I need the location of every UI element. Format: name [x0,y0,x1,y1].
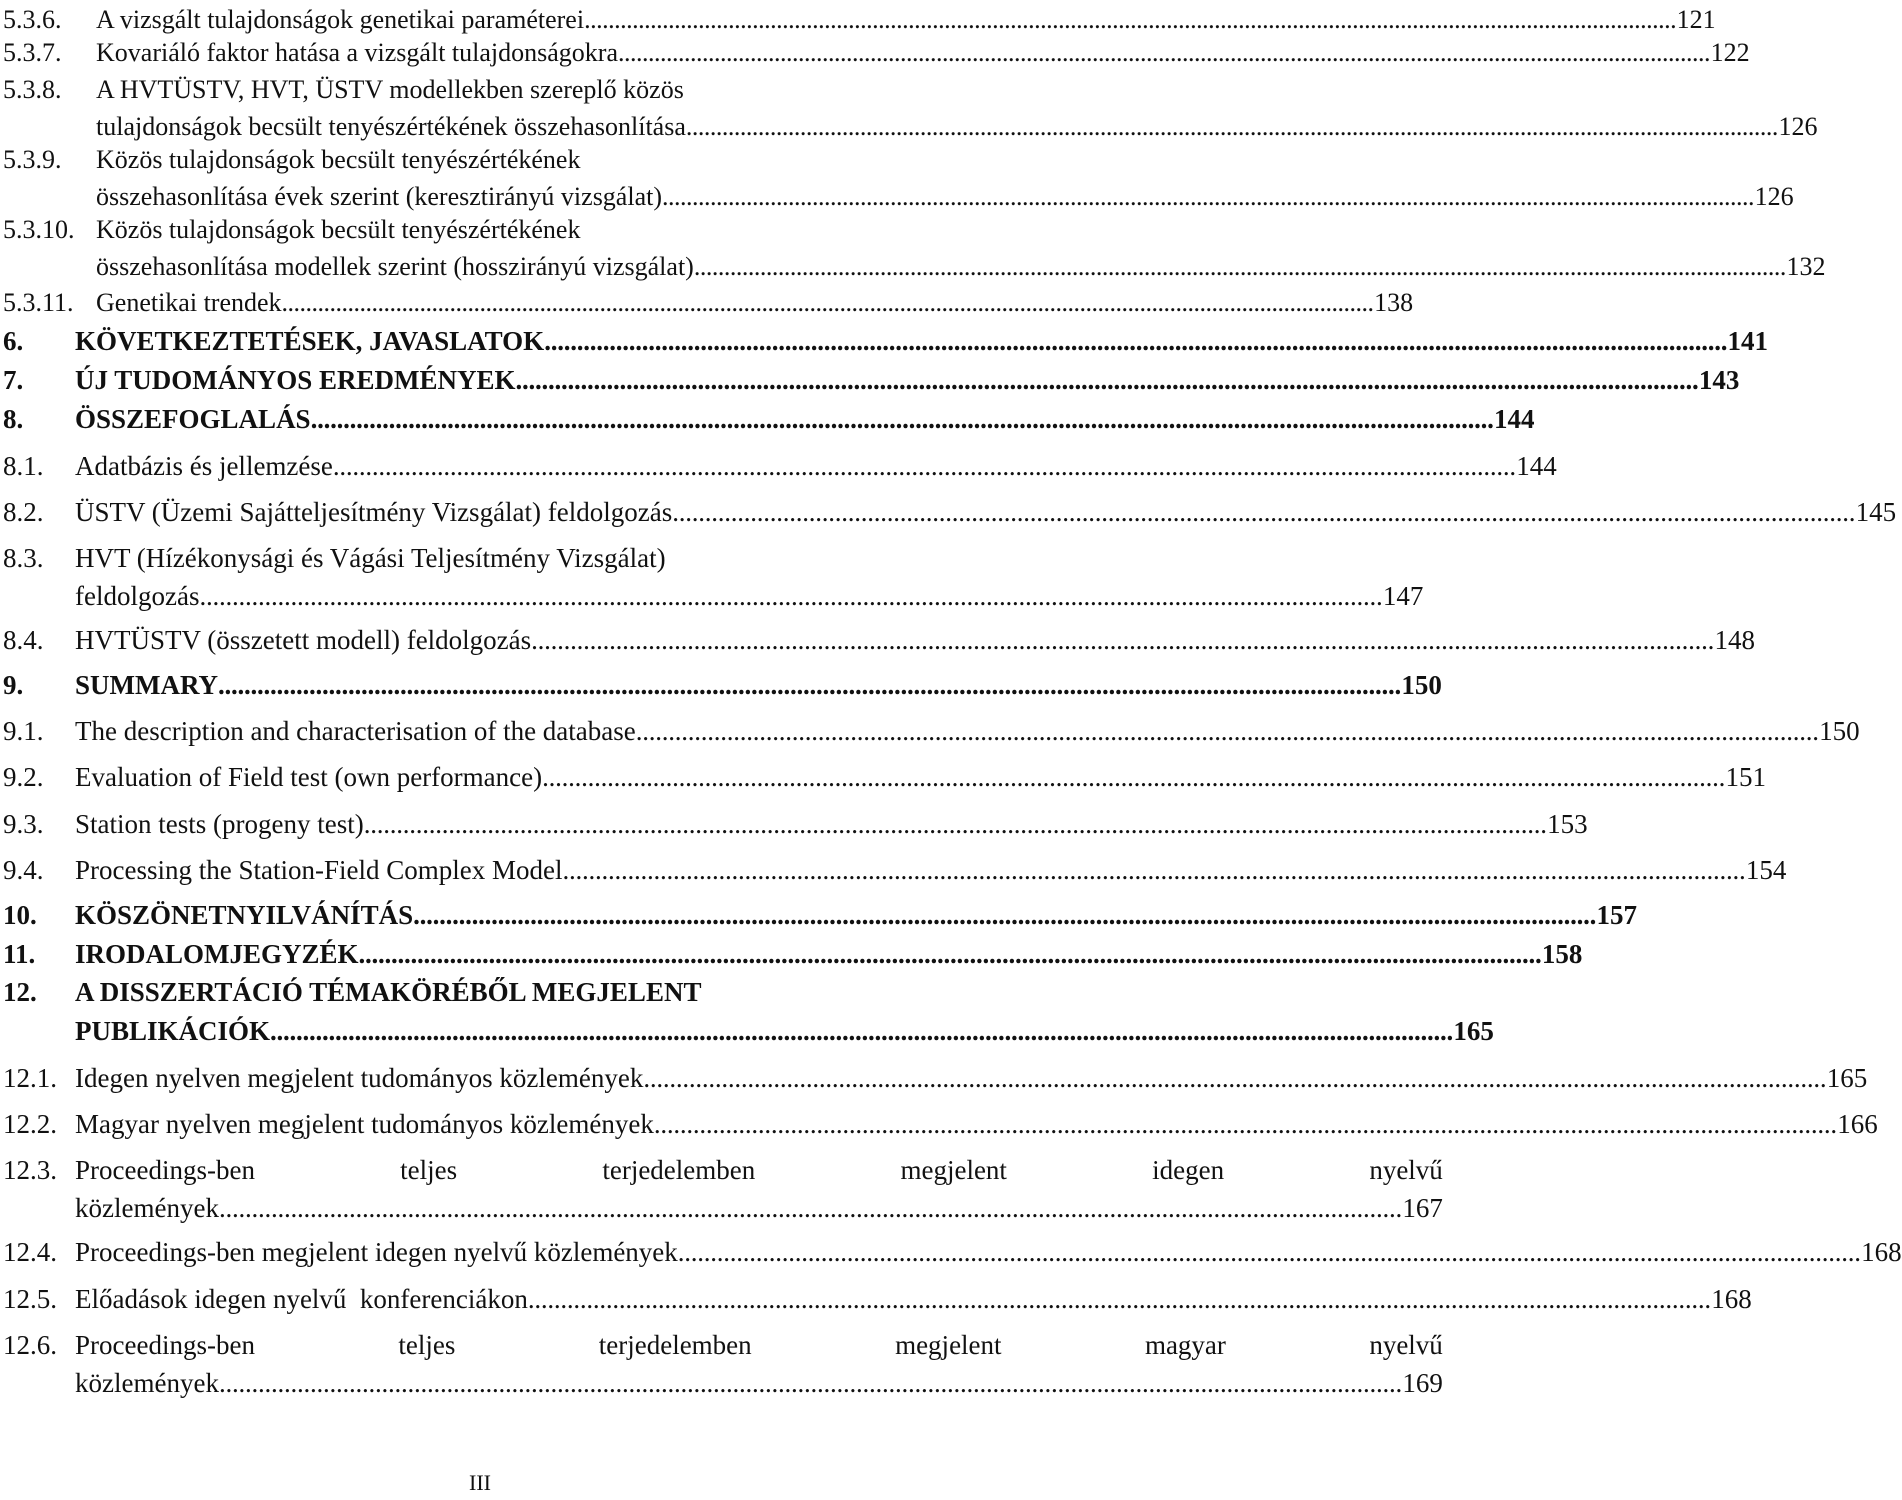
toc-entry-number: 6. [3,326,24,356]
toc-entry-title: közlemények [75,1368,219,1398]
toc-entry-5-3-11[interactable] [0,283,1414,323]
toc-entry-number: 12.2. [3,1109,57,1139]
toc-entry-number: 5.3.8. [3,75,62,104]
toc-entry-page: 148 [1714,625,1756,655]
leader-dots [562,850,1743,890]
toc-entry-page: 126 [1754,182,1794,211]
toc-entry-page: 167 [1402,1193,1443,1223]
toc-entry-8-1[interactable] [0,446,1557,486]
toc-entry-title-line: A DISSZERTÁCIÓ TÉMAKÖRÉBŐL MEGJELENT [75,977,702,1007]
leader-dots [686,108,1777,145]
toc-entry-12[interactable] [0,973,1494,1051]
toc-entry-title: SUMMARY [75,670,219,700]
toc-entry-title: Adatbázis és jellemzése [75,451,333,481]
toc-entry-12-5[interactable] [0,1279,1752,1319]
toc-entry-page: 147 [1382,581,1424,611]
toc-entry-page: 145 [1855,497,1897,527]
leader-dots [678,1232,1859,1272]
toc-entry-number: 5.3.6. [3,5,62,34]
toc-entry-title: The description and characterisation of the database [75,716,636,746]
toc-entry-12-6[interactable] [0,1326,1443,1402]
leader-dots [542,757,1723,797]
leader-dots [662,178,1753,215]
leader-dots [364,804,1545,844]
leader-dots [218,665,1399,705]
toc-entry-title: ÜSTV (Üzemi Sajátteljesítmény Vizsgálat) feldolgozás [75,497,673,527]
toc-entry-12-3[interactable] [0,1151,1443,1227]
toc-entry-title-line: HVT (Hízékonysági és Vágási Teljesítmény Vizsgálat) [75,543,666,573]
toc-entry-page: 157 [1596,900,1637,930]
toc-entry-title-line-text: Proceedings-ben teljes terjedelemben megjelent idegen nyelvű [75,1155,1443,1185]
toc-entry-title: Processing the Station-Field Complex Model [75,855,563,885]
toc-entry-page: 121 [1676,5,1716,34]
toc-entry-6[interactable] [0,321,1769,361]
toc-entry-5-3-9[interactable] [0,141,1794,215]
toc-entry-page: 144 [1516,451,1557,481]
toc-entry-page: 169 [1402,1368,1443,1398]
toc-entry-9-4[interactable] [0,850,1787,890]
toc-entry-number: 8.4. [3,625,44,655]
toc-entry-number: 8.2. [3,497,44,527]
toc-entry-number: 5.3.7. [3,38,62,67]
leader-dots [359,934,1540,974]
toc-entry-page: 165 [1826,1063,1868,1093]
toc-entry-page: 132 [1786,252,1826,281]
toc-entry-page: 165 [1453,1016,1494,1046]
toc-entry-title: ÖSSZEFOGLALÁS [75,404,311,434]
toc-entry-5-3-10[interactable] [0,211,1826,285]
toc-entry-number: 10. [3,900,37,930]
toc-entry-title: PUBLIKÁCIÓK [75,1016,271,1046]
leader-dots [219,1189,1400,1227]
toc-entry-number: 8. [3,404,24,434]
toc-entry-8-2[interactable] [0,492,1897,532]
leader-dots [618,33,1709,73]
leader-dots [544,321,1725,361]
toc-entry-9[interactable] [0,665,1442,705]
leader-dots [219,1364,1400,1402]
toc-entry-page: 143 [1698,365,1740,395]
toc-entry-title: összehasonlítása évek szerint (keresztirányú vizsgálat) [96,182,662,211]
leader-dots [643,1058,1824,1098]
toc-entry-title: közlemények [75,1193,219,1223]
toc-entry-number: 8.3. [3,543,44,573]
toc-entry-number: 12.5. [3,1284,57,1314]
toc-entry-page: 166 [1837,1109,1878,1139]
toc-entry-10[interactable] [0,895,1637,935]
toc-entry-number: 8.1. [3,451,44,481]
leader-dots [672,492,1853,532]
toc-entry-number: 9.4. [3,855,44,885]
leader-dots [694,248,1785,285]
toc-entry-title: Evaluation of Field test (own performance) [75,762,543,792]
toc-entry-number: 12. [3,977,37,1007]
toc-entry-number: 5.3.10. [3,215,75,244]
leader-dots [516,360,1697,400]
toc-entry-title: Idegen nyelven megjelent tudományos közlemények [75,1063,644,1093]
toc-entry-page: 151 [1725,762,1766,792]
toc-entry-title: KÖSZÖNETNYILVÁNÍTÁS [75,900,414,930]
toc-entry-page: 168 [1711,1284,1752,1314]
leader-dots [413,895,1594,935]
toc-entry-title: KÖVETKEZTETÉSEK, JAVASLATOK [75,326,545,356]
toc-entry-page: 126 [1778,112,1818,141]
toc-entry-title-line: Közös tulajdonságok becsült tenyészértékének [96,215,581,244]
toc-entry-page: 150 [1819,716,1860,746]
toc-entry-title: tulajdonságok becsült tenyészértékének összehasonlítása [96,112,686,141]
toc-entry-7[interactable] [0,360,1740,400]
toc-entry-11[interactable] [0,934,1583,974]
toc-entry-12-2[interactable] [0,1104,1878,1144]
toc-entry-number: 9. [3,670,24,700]
toc-entry-8-4[interactable] [0,620,1756,660]
toc-entry-8-3[interactable] [0,539,1424,615]
toc-entry-title-line [75,1151,1443,1189]
toc-entry-page: 153 [1547,809,1588,839]
toc-entry-title: HVTÜSTV (összetett modell) feldolgozás [75,625,532,655]
toc-entry-5-3-8[interactable] [0,71,1818,145]
toc-entry-12-1[interactable] [0,1058,1868,1098]
toc-entry-5-3-7[interactable] [0,33,1750,73]
toc-entry-title-line: Közös tulajdonságok becsült tenyészértékének [96,145,581,174]
toc-entry-title: IRODALOMJEGYZÉK [75,939,359,969]
leader-dots [270,1012,1451,1051]
toc-entry-number: 5.3.9. [3,145,62,174]
toc-entry-title: Station tests (progeny test) [75,809,364,839]
toc-entry-title: feldolgozás [75,581,200,611]
leader-dots [654,1104,1835,1144]
toc-entry-number: 9.3. [3,809,44,839]
toc-entry-9-3[interactable] [0,804,1588,844]
toc-entry-page: 168 [1861,1237,1902,1267]
toc-entry-page: 138 [1374,288,1414,317]
toc-entry-title-line-text: Proceedings-ben teljes terjedelemben megjelent magyar nyelvű [75,1330,1443,1360]
toc-entry-title: Genetikai trendek [96,288,282,317]
toc-entry-title: A vizsgált tulajdonságok genetikai paraméterei [96,5,585,34]
toc-entry-12-4[interactable] [0,1232,1902,1272]
leader-dots [282,283,1373,323]
leader-dots [199,577,1380,615]
toc-entry-9-2[interactable] [0,757,1766,797]
toc-entry-9-1[interactable] [0,711,1860,751]
toc-entry-number: 12.1. [3,1063,57,1093]
toc-entry-title: Magyar nyelven megjelent tudományos közlemények [75,1109,654,1139]
leader-dots [311,399,1492,439]
toc-entry-page: 154 [1745,855,1787,885]
leader-dots [333,446,1514,486]
page-number: III [469,1470,491,1495]
toc-entry-number: 12.3. [3,1155,57,1185]
toc-entry-title: Kovariáló faktor hatása a vizsgált tulajdonságokra [96,38,618,67]
toc-entry-title: Előadások idegen nyelvű konferenciákon [75,1284,528,1314]
toc-entry-number: 7. [3,365,24,395]
toc-entry-title: ÚJ TUDOMÁNYOS EREDMÉNYEK [75,365,516,395]
toc-entry-page: 141 [1727,326,1769,356]
toc-entry-number: 12.6. [3,1330,57,1360]
toc-entry-page: 122 [1710,38,1750,67]
toc-entry-page: 158 [1541,939,1583,969]
toc-entry-number: 9.2. [3,762,44,792]
leader-dots [531,620,1712,660]
toc-entry-title-line: A HVTÜSTV, HVT, ÜSTV modellekben szereplő közös [96,75,684,104]
leader-dots [528,1279,1709,1319]
toc-entry-title: Proceedings-ben megjelent idegen nyelvű közlemények [75,1237,678,1267]
toc-entry-number: 5.3.11. [3,288,74,317]
toc-entry-page: 150 [1401,670,1442,700]
toc-entry-page: 144 [1493,404,1535,434]
toc-entry-title-line [75,1326,1443,1364]
toc-entry-number: 9.1. [3,716,44,746]
leader-dots [636,711,1817,751]
toc-entry-title: összehasonlítása modellek szerint (hosszirányú vizsgálat) [96,252,694,281]
toc-entry-number: 12.4. [3,1237,57,1267]
toc-entry-8[interactable] [0,399,1535,439]
toc-entry-number: 11. [3,939,36,969]
